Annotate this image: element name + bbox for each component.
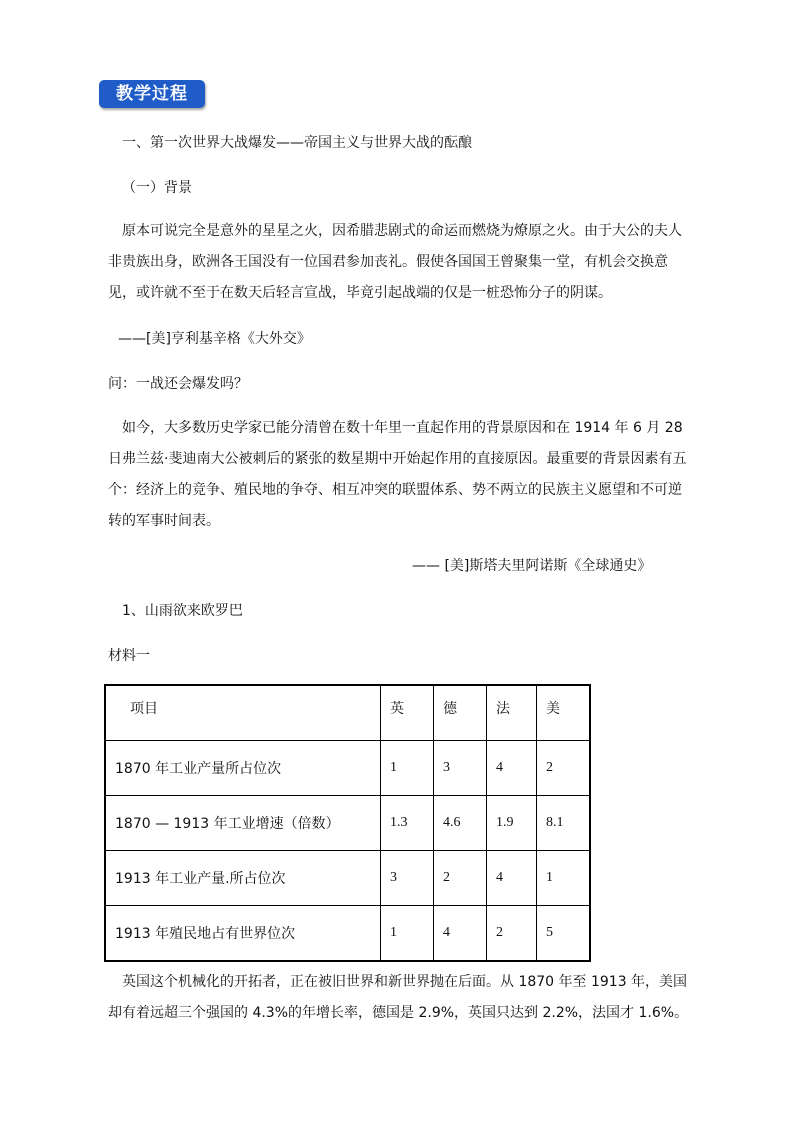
table-cell: 2: [434, 851, 487, 906]
table-cell: 3: [434, 741, 487, 796]
table-cell: 4: [487, 741, 537, 796]
table-cell: 4: [487, 851, 537, 906]
closing-paragraph: 英国这个机械化的开拓者，正在被旧世界和新世界抛在后面。从 1870 年至 1913 年，美国却有着远超三个强国的 4.3%的年增长率，德国是 2.9%，英国只达到 2.2%，法国才 1.6%。: [108, 974, 689, 1021]
table-cell: 4.6: [434, 796, 487, 851]
question-text: 问：一战还会爆发吗？: [108, 376, 248, 392]
quote-stavrianos-source: —— [美]斯塔夫里阿诺斯《全球通史》: [412, 558, 652, 574]
quote-kissinger-source: ——[美]亨利基辛格《大外交》: [118, 331, 311, 347]
section-badge: 教学过程: [99, 80, 205, 108]
quote-stavrianos: 如今，大多数历史学家已能分清曾在数十年里一直起作用的背景原因和在 1914 年 6 月 28 日弗兰兹·斐迪南大公被刺后的紧张的数星期中开始起作用的直接原因。最重要的背景因素有五个：经济上的竞争、殖民地的争夺、相互冲突的联盟体系、势不两立的民族主义愿望和不可逆转的军事时间表。: [108, 420, 687, 529]
table-cell: 3: [381, 851, 434, 906]
table-cell: 5: [537, 906, 591, 962]
table-cell: 1.9: [487, 796, 537, 851]
table-cell: 1: [537, 851, 591, 906]
table-header-cell: 法: [487, 685, 537, 741]
table-cell: 1.3: [381, 796, 434, 851]
table-cell: 8.1: [537, 796, 591, 851]
table-cell: 1870 — 1913 年工业增速（倍数）: [105, 796, 381, 851]
table-cell: 1913 年殖民地占有世界位次: [105, 906, 381, 962]
table-cell: 1913 年工业产量.所占位次: [105, 851, 381, 906]
table-header-cell: 英: [381, 685, 434, 741]
table-row: [105, 906, 590, 962]
table-row: [105, 851, 590, 906]
table-cell: 4: [434, 906, 487, 962]
table-header-cell: 美: [537, 685, 591, 741]
table-header-cell: 德: [434, 685, 487, 741]
industrial-comparison-table: [104, 684, 591, 962]
table-header-cell: 项目: [105, 685, 381, 741]
table-cell: 2: [487, 906, 537, 962]
sub-heading-background: （一）背景: [122, 180, 192, 196]
point-one-heading: 1、山雨欲来欧罗巴: [122, 603, 243, 619]
table-cell: 2: [537, 741, 591, 796]
table-row: [105, 796, 590, 851]
table-cell: 1: [381, 741, 434, 796]
material-label: 材料一: [108, 648, 150, 664]
table-cell: 1: [381, 906, 434, 962]
table-cell: 1870 年工业产量所占位次: [105, 741, 381, 796]
table-row: [105, 741, 590, 796]
quote-kissinger: 原本可说完全是意外的星星之火，因希腊悲剧式的命运而燃烧为燎原之火。由于大公的夫人非贵族出身，欧洲各王国没有一位国君参加丧礼。假使各国国王曾聚集一堂，有机会交换意见，或许就不至于在数天后轻言宣战，毕竟引起战端的仅是一桩恐怖分子的阴谋。: [108, 223, 682, 301]
table-header-row: [105, 685, 590, 741]
heading-one: 一、第一次世界大战爆发——帝国主义与世界大战的酝酿: [122, 135, 472, 151]
